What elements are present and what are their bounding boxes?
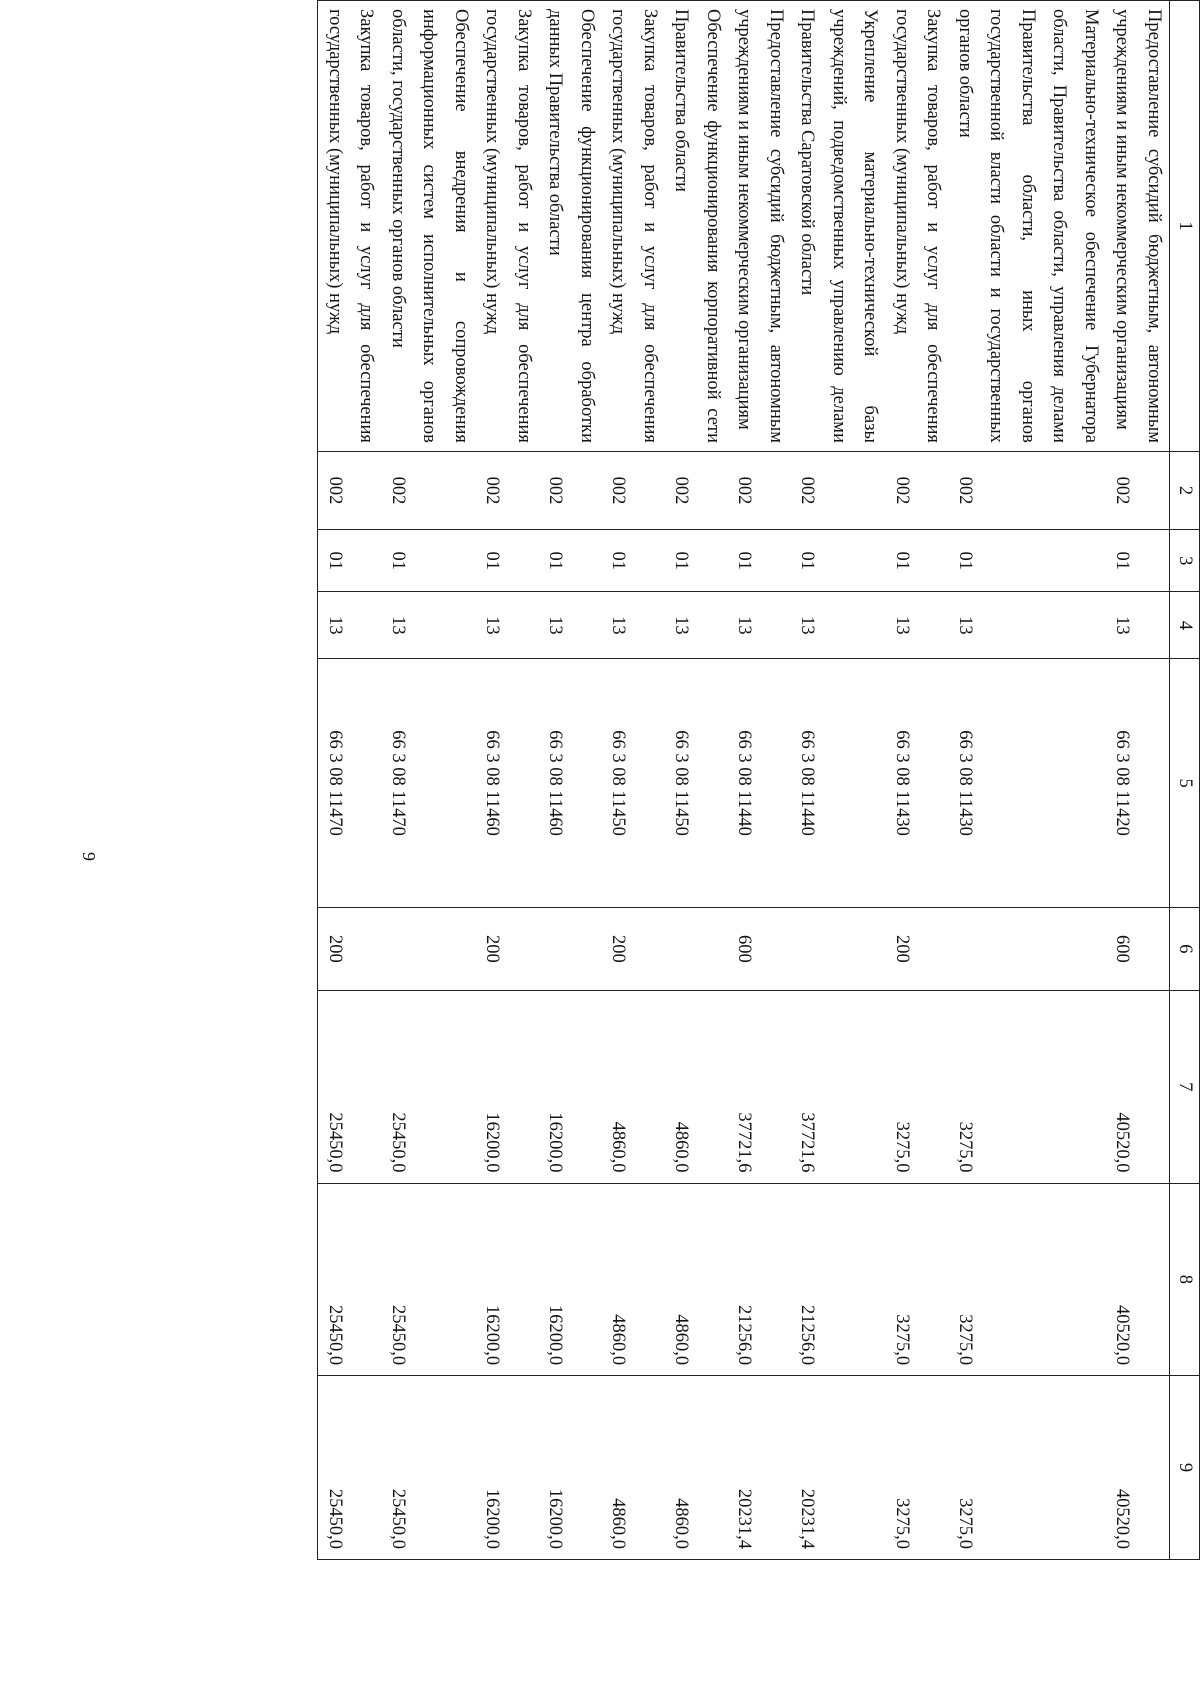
table-row — [602, 1, 665, 1560]
code-section: 01 — [728, 530, 791, 592]
code-ministry: 002 — [791, 451, 886, 529]
code-subsection: 13 — [318, 592, 382, 659]
code-target: 66 3 08 11470 — [318, 659, 382, 907]
code-expense-type — [382, 907, 477, 990]
code-section: 01 — [949, 530, 1107, 592]
code-ministry: 002 — [949, 451, 1107, 529]
column-header: 6 — [1170, 907, 1200, 990]
item-name: Закупка товаров, работ и услуг для обеспечения государственных (муниципальных) нужд — [476, 1, 539, 452]
table-row — [791, 1, 886, 1560]
item-name: Предоставление субсидий бюджетным, автономным учреждениям и иным некоммерческим организациям — [728, 1, 791, 452]
amount-col8: 21256,0 — [728, 1183, 791, 1376]
amount-col9: 4860,0 — [665, 1376, 728, 1560]
code-ministry: 002 — [539, 451, 602, 529]
code-expense-type — [665, 907, 728, 990]
code-ministry: 002 — [476, 451, 539, 529]
code-target: 66 3 08 11470 — [382, 659, 477, 907]
code-subsection: 13 — [791, 592, 886, 659]
code-subsection: 13 — [476, 592, 539, 659]
column-header: 7 — [1170, 991, 1200, 1184]
amount-col9: 20231,4 — [728, 1376, 791, 1560]
code-section: 01 — [318, 530, 382, 592]
table-row — [476, 1, 539, 1560]
item-name: Материально-техническое обеспечение Губернатора области, Правительства области, управления делами Правительства области, иных органов государственной власти области и государственных органов области — [949, 1, 1107, 452]
code-section: 01 — [382, 530, 477, 592]
amount-col9: 3275,0 — [949, 1376, 1107, 1560]
code-target: 66 3 08 11450 — [602, 659, 665, 907]
item-name: Закупка товаров, работ и услуг для обеспечения государственных (муниципальных) нужд — [318, 1, 382, 452]
amount-col8: 4860,0 — [602, 1183, 665, 1376]
code-ministry: 002 — [1106, 451, 1170, 529]
table-row — [728, 1, 791, 1560]
table-row — [886, 1, 949, 1560]
item-name: Закупка товаров, работ и услуг для обеспечения государственных (муниципальных) нужд — [602, 1, 665, 452]
item-name: Обеспечение внедрения и сопровождения информационных систем исполнительных органов области, государственных органов области — [382, 1, 477, 452]
column-header: 1 — [1170, 1, 1200, 452]
code-target: 66 3 08 11440 — [728, 659, 791, 907]
item-name: Обеспечение функционирования корпоративной сети Правительства области — [665, 1, 728, 452]
amount-col8: 25450,0 — [318, 1183, 382, 1376]
code-section: 01 — [476, 530, 539, 592]
code-target: 66 3 08 11430 — [949, 659, 1107, 907]
code-target: 66 3 08 11430 — [886, 659, 949, 907]
table-row — [539, 1, 602, 1560]
code-subsection: 13 — [665, 592, 728, 659]
code-ministry: 002 — [602, 451, 665, 529]
amount-col7: 37721,6 — [728, 991, 791, 1184]
code-subsection: 13 — [949, 592, 1107, 659]
item-name: Закупка товаров, работ и услуг для обеспечения государственных (муниципальных) нужд — [886, 1, 949, 452]
code-expense-type: 200 — [318, 907, 382, 990]
code-expense-type — [539, 907, 602, 990]
page-number: 9 — [79, 852, 99, 861]
column-header: 9 — [1170, 1376, 1200, 1560]
table-row — [382, 1, 477, 1560]
code-section: 01 — [886, 530, 949, 592]
code-subsection: 13 — [1106, 592, 1170, 659]
item-name: Обеспечение функционирования центра обработки данных Правительства области — [539, 1, 602, 452]
code-ministry: 002 — [382, 451, 477, 529]
amount-col9: 3275,0 — [886, 1376, 949, 1560]
amount-col7: 4860,0 — [602, 991, 665, 1184]
code-section: 01 — [1106, 530, 1170, 592]
amount-col9: 25450,0 — [318, 1376, 382, 1560]
amount-col7: 16200,0 — [539, 991, 602, 1184]
code-target: 66 3 08 11460 — [476, 659, 539, 907]
amount-col7: 3275,0 — [886, 991, 949, 1184]
amount-col7: 16200,0 — [476, 991, 539, 1184]
column-header: 3 — [1170, 530, 1200, 592]
item-name: Предоставление субсидий бюджетным, автономным учреждениям и иным некоммерческим организациям — [1106, 1, 1170, 452]
table-row — [949, 1, 1107, 1560]
column-header: 5 — [1170, 659, 1200, 907]
amount-col8: 40520,0 — [1106, 1183, 1170, 1376]
code-subsection: 13 — [886, 592, 949, 659]
amount-col7: 4860,0 — [665, 991, 728, 1184]
code-subsection: 13 — [539, 592, 602, 659]
amount-col7: 37721,6 — [791, 991, 886, 1184]
item-name: Укрепление материально-технической базы учреждений, подведомственных управлению делами Правительства Саратовской области — [791, 1, 886, 452]
rotated-page — [136, 0, 1200, 1560]
code-ministry: 002 — [318, 451, 382, 529]
code-ministry: 002 — [665, 451, 728, 529]
code-expense-type — [791, 907, 886, 990]
code-target: 66 3 08 11460 — [539, 659, 602, 907]
amount-col9: 20231,4 — [791, 1376, 886, 1560]
amount-col9: 4860,0 — [602, 1376, 665, 1560]
column-header: 4 — [1170, 592, 1200, 659]
amount-col8: 25450,0 — [382, 1183, 477, 1376]
code-target: 66 3 08 11450 — [665, 659, 728, 907]
code-expense-type: 200 — [886, 907, 949, 990]
code-expense-type — [949, 907, 1107, 990]
amount-col7: 25450,0 — [318, 991, 382, 1184]
amount-col8: 21256,0 — [791, 1183, 886, 1376]
header-row — [1170, 1, 1200, 1560]
code-expense-type: 600 — [728, 907, 791, 990]
code-expense-type: 200 — [602, 907, 665, 990]
code-ministry: 002 — [728, 451, 791, 529]
column-header: 2 — [1170, 451, 1200, 529]
table-row — [1106, 1, 1170, 1560]
code-section: 01 — [791, 530, 886, 592]
budget-table — [318, 0, 1200, 1560]
code-ministry: 002 — [886, 451, 949, 529]
amount-col8: 3275,0 — [949, 1183, 1107, 1376]
amount-col9: 16200,0 — [539, 1376, 602, 1560]
amount-col7: 25450,0 — [382, 991, 477, 1184]
code-expense-type: 200 — [476, 907, 539, 990]
code-section: 01 — [602, 530, 665, 592]
amount-col8: 3275,0 — [886, 1183, 949, 1376]
table-row — [318, 1, 382, 1560]
amount-col9: 40520,0 — [1106, 1376, 1170, 1560]
amount-col9: 25450,0 — [382, 1376, 477, 1560]
code-section: 01 — [539, 530, 602, 592]
amount-col7: 3275,0 — [949, 991, 1107, 1184]
code-expense-type: 600 — [1106, 907, 1170, 990]
code-subsection: 13 — [728, 592, 791, 659]
amount-col9: 16200,0 — [476, 1376, 539, 1560]
column-header: 8 — [1170, 1183, 1200, 1376]
amount-col8: 16200,0 — [539, 1183, 602, 1376]
amount-col7: 40520,0 — [1106, 991, 1170, 1184]
code-subsection: 13 — [382, 592, 477, 659]
code-subsection: 13 — [602, 592, 665, 659]
code-target: 66 3 08 11420 — [1106, 659, 1170, 907]
amount-col8: 16200,0 — [476, 1183, 539, 1376]
code-section: 01 — [665, 530, 728, 592]
code-target: 66 3 08 11440 — [791, 659, 886, 907]
table-row — [665, 1, 728, 1560]
amount-col8: 4860,0 — [665, 1183, 728, 1376]
